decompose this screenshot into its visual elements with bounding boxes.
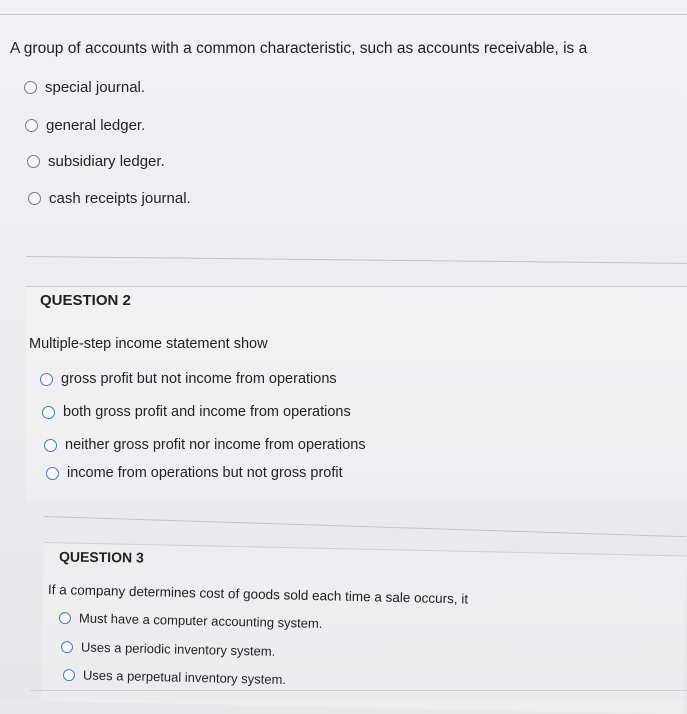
question-1-option-1[interactable]: [24, 79, 145, 96]
option-label: special journal.: [45, 79, 146, 96]
option-label: Uses a perpetual inventory system.: [82, 667, 287, 688]
radio-button-icon[interactable]: [61, 641, 73, 653]
radio-button-icon[interactable]: [28, 192, 41, 205]
option-label: subsidiary ledger.: [48, 153, 165, 170]
option-label: neither gross profit nor income from operations: [65, 437, 366, 453]
radio-button-icon[interactable]: [27, 155, 40, 168]
question-3-panel: [41, 542, 687, 714]
section-divider: [44, 516, 687, 537]
radio-button-icon[interactable]: [24, 81, 37, 94]
question-1-option-4[interactable]: [28, 190, 191, 207]
question-2-option-1[interactable]: [40, 371, 337, 387]
question-1-text: A group of accounts with a common characteristic, such as accounts receivable, is a: [10, 40, 588, 57]
question-1-option-2[interactable]: [25, 117, 145, 134]
option-label: Must have a computer accounting system.: [78, 610, 323, 631]
bottom-panel-edge: [30, 690, 687, 691]
option-label: gross profit but not income from operations: [61, 371, 337, 387]
radio-button-icon[interactable]: [42, 406, 55, 419]
question-3-heading: QUESTION 3: [58, 548, 144, 566]
top-divider: [0, 14, 687, 15]
radio-button-icon[interactable]: [46, 467, 59, 480]
option-label: Uses a periodic inventory system.: [80, 639, 276, 659]
option-label: both gross profit and income from operations: [63, 404, 351, 420]
question-2-option-2[interactable]: [42, 404, 351, 420]
radio-button-icon[interactable]: [25, 119, 38, 132]
question-2-option-3[interactable]: [44, 437, 366, 453]
option-label: general ledger.: [46, 117, 146, 134]
question-2-text: Multiple-step income statement show: [29, 336, 268, 352]
question-3-text: If a company determines cost of goods sold each time a sale occurs, it: [47, 582, 469, 607]
question-1-option-3[interactable]: [27, 153, 165, 170]
section-divider: [26, 256, 687, 264]
question-2-option-4[interactable]: [46, 465, 343, 481]
question-2-heading: QUESTION 2: [40, 292, 131, 309]
radio-button-icon[interactable]: [59, 612, 71, 624]
radio-button-icon[interactable]: [44, 439, 57, 452]
radio-button-icon[interactable]: [40, 373, 53, 386]
option-label: income from operations but not gross profit: [67, 465, 343, 481]
option-label: cash receipts journal.: [49, 190, 191, 207]
radio-button-icon[interactable]: [63, 669, 75, 681]
